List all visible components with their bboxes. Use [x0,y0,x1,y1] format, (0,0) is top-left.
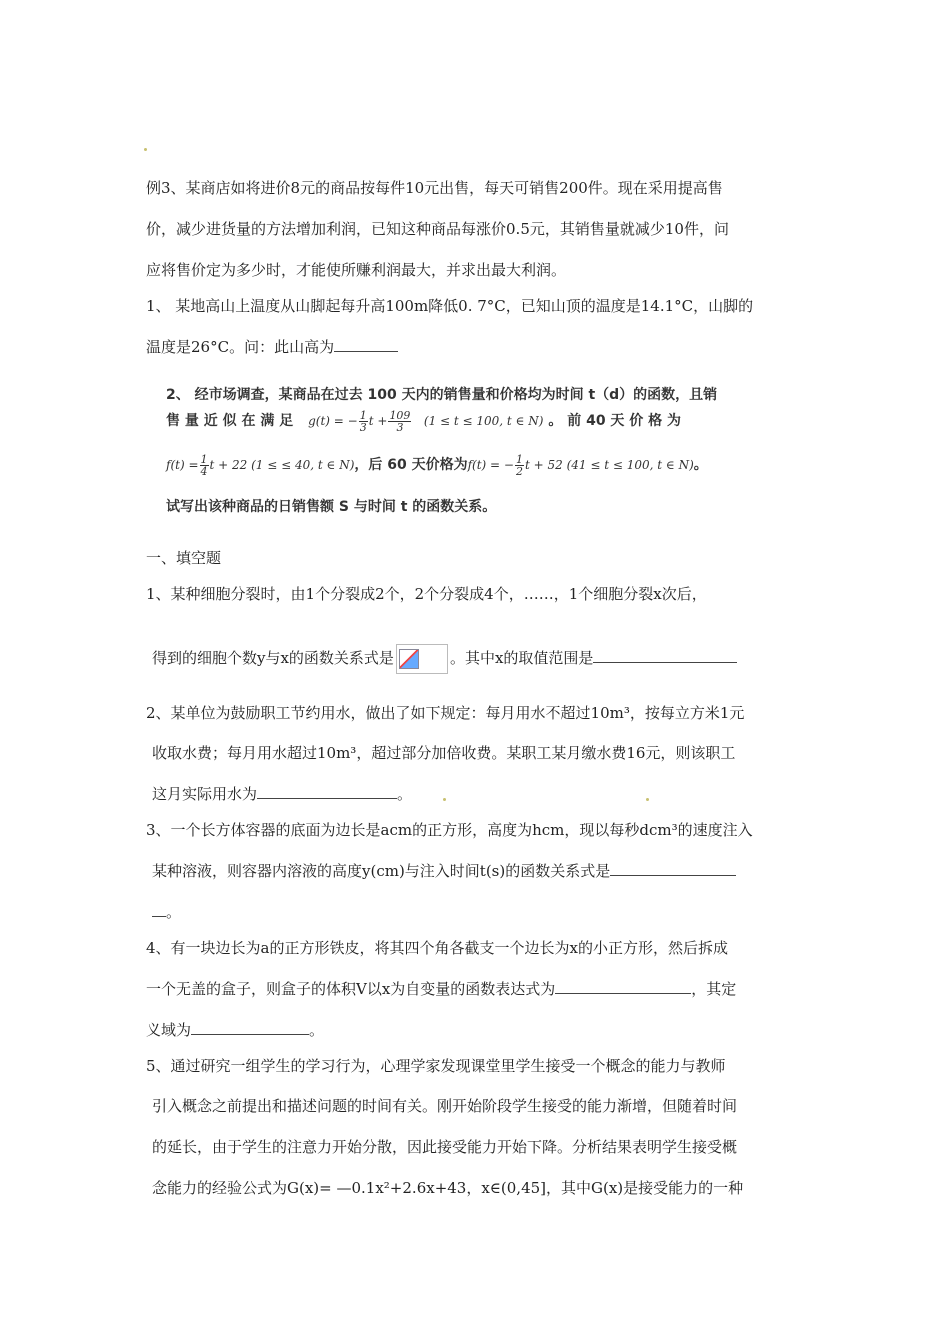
fill5-line4: 念能力的经验公式为G(x)= —0.1x²+2.6x+43，x∈(0,45]，其中G(x)是接受能力的一种 [152,1179,744,1197]
example3-line1: 例3、某商店如将进价8元的商品按每件10元出售，每天可销售200件。现在采用提高售 [146,179,723,197]
fill4-line2: 一个无盖的盒子，则盒子的体积V以x为自变量的函数表达式为 ，其定 [146,980,737,998]
fill2-line1: 2、某单位为鼓励职工节约用水，做出了如下规定：每月用水不超过10m³，按每立方米1元 [146,704,745,722]
fill3-line2: 某种溶液，则容器内溶液的高度y(cm)与注入时间t(s)的函数关系式是 [152,861,736,881]
fill3-line1: 3、一个长方体容器的底面为边长是acm的正方形，高度为hcm，现以每秒dcm³的速度注入 [146,821,753,839]
fill2-line3: 这月实际用水为 。 [152,785,413,803]
q1-line1: 1、 某地高山上温度从山脚起每升高100m降低0. 7°C，已知山顶的温度是14.1°C，山脚的 [146,297,754,315]
formula-image-icon [396,644,448,674]
q1-line2: 温度是26°C。问：此山高为 [146,337,398,357]
fill4-line1: 4、有一块边长为a的正方形铁皮，将其四个角各截支一个边长为x的小正方形，然后拆成 [146,939,728,957]
answer-blank[interactable] [334,337,398,352]
image-problem-line2: 售 量 近 似 在 满 足 g(t) = − $\frac{1}{3}$ t + $\frac{109}{3}$ (1 ≤ t ≤ 100, t ∈ N) 。 前 40 天 价 格 为 [166,409,682,434]
decorative-dot [443,798,446,801]
fill5-line3: 的延长，由于学生的注意力开始分散，因此接受能力开始下降。分析结果表明学生接受概 [152,1138,738,1156]
decorative-dot [646,798,649,801]
answer-blank[interactable] [257,784,397,799]
answer-blank[interactable] [593,648,737,663]
image-problem-line1: 2、 经市场调查，某商品在过去 100 天内的销售量和价格均为时间 t（d）的函数，且销 [166,387,718,403]
example3-line2: 价，减少进货量的方法增加利润，已知这种商品每涨价0.5元，其销售量就减少10件，问 [146,220,729,238]
example3-line3: 应将售价定为多少时，才能使所赚利润最大，并求出最大利润。 [146,261,567,279]
fill2-line2: 收取水费；每月用水超过10m³，超过部分加倍收费。某职工某月缴水费16元，则该职工 [152,744,736,762]
answer-blank[interactable] [191,1020,309,1035]
fill5-line2: 引入概念之前提出和描述问题的时间有关。刚开始阶段学生接受的能力渐增，但随着时间 [152,1097,738,1115]
section-title: 一、填空题 [146,549,222,567]
fill5-line1: 5、通过研究一组学生的学习行为，心理学家发现课堂里学生接受一个概念的能力与教师 [146,1057,726,1075]
image-problem-line4: 试写出该种商品的日销售额 S 与时间 t 的函数关系。 [166,499,497,515]
fill4-line3: 义域为 。 [146,1021,325,1039]
decorative-dot [144,148,147,151]
fill1-line2: 得到的细胞个数y与x的函数关系式是 。其中x的取值范围是 [152,644,737,674]
answer-blank[interactable] [152,902,166,917]
answer-blank[interactable] [555,979,691,994]
answer-blank[interactable] [610,861,736,876]
fill1-line1: 1、某种细胞分裂时，由1个分裂成2个，2个分裂成4个，……，1个细胞分裂x次后， [146,585,707,603]
image-problem-line3: f(t) = $\frac{1}{4}$ t + 22 (1 ≤ ≤ 40, t ∈ N)，后 60 天价格为f(t) = − $\frac{1}{2}$ t + 52 (41 ≤ t ≤ 100, t ∈ N)。 [166,453,708,478]
fill3-line3: 。 [152,902,181,922]
